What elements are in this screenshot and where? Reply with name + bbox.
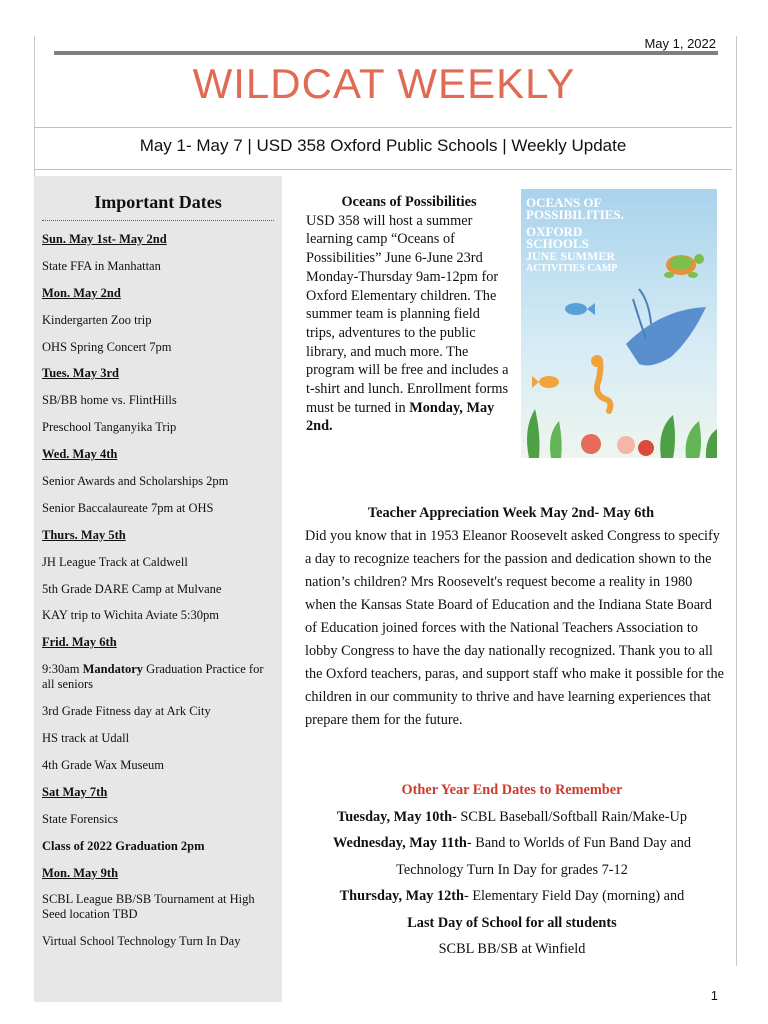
oceans-title: Oceans of Possibilities	[341, 194, 477, 210]
masthead-title: WILDCAT WEEKLY	[192, 60, 576, 107]
sidebar-event: State Forensics	[42, 811, 119, 826]
other-date-line-bold	[296, 910, 728, 937]
sidebar-date-heading: Sat May 7th	[42, 784, 108, 799]
sidebar-date-heading: Wed. May 4th	[42, 447, 118, 462]
other-date-desc: - Band to Worlds of Fun Band Day and	[466, 835, 691, 851]
top-rule	[54, 51, 718, 55]
flyer-text-line: POSSIBILITIES.	[526, 207, 624, 222]
masthead-divider	[34, 127, 732, 128]
other-date-day: Tuesday, May 10th	[336, 808, 453, 825]
sidebar-date-heading: Sun. May 1st- May 2nd	[42, 232, 167, 246]
sidebar-event-emphasis: Mandatory	[82, 662, 144, 677]
right-page-border	[736, 36, 737, 966]
sidebar-title: Important Dates	[94, 192, 222, 212]
sidebar-event: Class of 2022 Graduation 2pm	[42, 838, 205, 853]
sidebar-date-heading: Thurs. May 5th	[42, 527, 126, 542]
flyer-text-line: OCEANS OF	[526, 195, 602, 210]
other-date-day: Thursday, May 12th	[339, 888, 464, 904]
other-date-desc: - SCBL Baseball/Softball Rain/Make-Up	[452, 808, 688, 825]
other-date-desc: - Elementary Field Day (morning) and	[463, 888, 685, 904]
sidebar-event: 5th Grade DARE Camp at Mulvane	[42, 581, 222, 596]
other-date-line	[296, 883, 728, 910]
sidebar-date-heading: Tues. May 3rd	[42, 366, 119, 381]
sidebar-event: Senior Awards and Scholarships 2pm	[42, 474, 229, 489]
sidebar-event: Senior Baccalaureate 7pm at OHS	[42, 500, 214, 515]
other-date-emphasis: Last Day of School for all students	[407, 914, 617, 931]
subtitle-divider	[34, 169, 732, 170]
flyer-text-line: SCHOOLS	[526, 236, 589, 251]
sidebar-event: Kindergarten Zoo trip	[42, 312, 152, 327]
sidebar-event-text: Graduation Practice for all seniors	[42, 662, 264, 692]
oceans-article	[306, 193, 512, 436]
sidebar-date-heading: Mon. May 9th	[42, 865, 119, 880]
page-number: 1	[710, 988, 718, 1003]
sidebar-event: SCBL League BB/SB Tournament at High Seed location TBD	[42, 892, 255, 922]
issue-date: May 1, 2022	[644, 36, 716, 51]
sidebar-event: State FFA in Manhattan	[42, 258, 161, 273]
other-date-day: Wednesday, May 11th	[333, 835, 467, 851]
subtitle: May 1- May 7 | USD 358 Oxford Public Schools | Weekly Update	[139, 136, 627, 155]
oceans-body: USD 358 will host a summer learning camp “Oceans of Possibilities” June 6-June 23rd Monday-Thursday 9am-12pm for Oxford Elementary children. The summer team is planning field trips, adventures to the public library, and much more. The program will be free and includes a t-shirt and lunch. Enrollment forms must be turned in	[306, 212, 509, 416]
flyer-text-line: ACTIVITIES CAMP	[526, 263, 618, 274]
oceans-camp-flyer-image	[521, 189, 717, 458]
teacher-appreciation-body: Did you know that in 1953 Eleanor Roosevelt asked Congress to specify a day to recognize teachers for the passion and dedication shown to the nation’s children? Mrs Roosevelt's request become a reality in 1980 when the Kansas State Board of Education and the Indiana State Board of Education joined forces with the National Teachers Association to lobby Congress to have the day nationally recognized. Thank you to all the Oxford teachers, paras, and support staff who make it possible for the children in our community to thrive and have learning experiences that prepare them for the future.	[305, 528, 724, 728]
other-date-line: SCBL BB/SB at Winfield	[438, 941, 586, 957]
sidebar-date-heading: Mon. May 2nd	[42, 285, 121, 300]
other-dates-title: Other Year End Dates to Remember	[401, 782, 623, 798]
important-dates-list	[42, 232, 278, 961]
flyer-text-line: OXFORD	[526, 224, 583, 239]
sidebar-dotted-rule	[42, 220, 274, 221]
sidebar-event	[42, 662, 278, 704]
sidebar-date-heading: Frid. May 6th	[42, 635, 117, 650]
sidebar-event-time: 9:30am	[42, 662, 83, 677]
sidebar-event: SB/BB home vs. FlintHills	[42, 393, 177, 408]
sidebar-event: OHS Spring Concert 7pm	[42, 339, 172, 354]
sidebar-event: KAY trip to Wichita Aviate 5:30pm	[42, 608, 219, 623]
sidebar-event: 4th Grade Wax Museum	[42, 758, 165, 773]
sidebar-event: HS track at Udall	[42, 731, 130, 746]
oceans-deadline: Monday, May 2nd.	[306, 399, 495, 435]
other-date-line: Technology Turn In Day for grades 7-12	[396, 861, 628, 878]
sidebar-event: JH League Track at Caldwell	[42, 554, 188, 569]
teacher-appreciation-title: Teacher Appreciation Week May 2nd- May 6th	[367, 505, 655, 521]
sidebar-event: Preschool Tanganyika Trip	[42, 420, 177, 435]
flyer-text-line: JUNE SUMMER	[526, 249, 615, 263]
other-dates-section	[296, 777, 728, 963]
sidebar-event: 3rd Grade Fitness day at Ark City	[42, 704, 211, 719]
sidebar-event: Virtual School Technology Turn In Day	[42, 934, 241, 949]
other-date-line	[296, 804, 728, 831]
important-dates-sidebar	[34, 176, 282, 1002]
other-date-line	[296, 830, 728, 857]
